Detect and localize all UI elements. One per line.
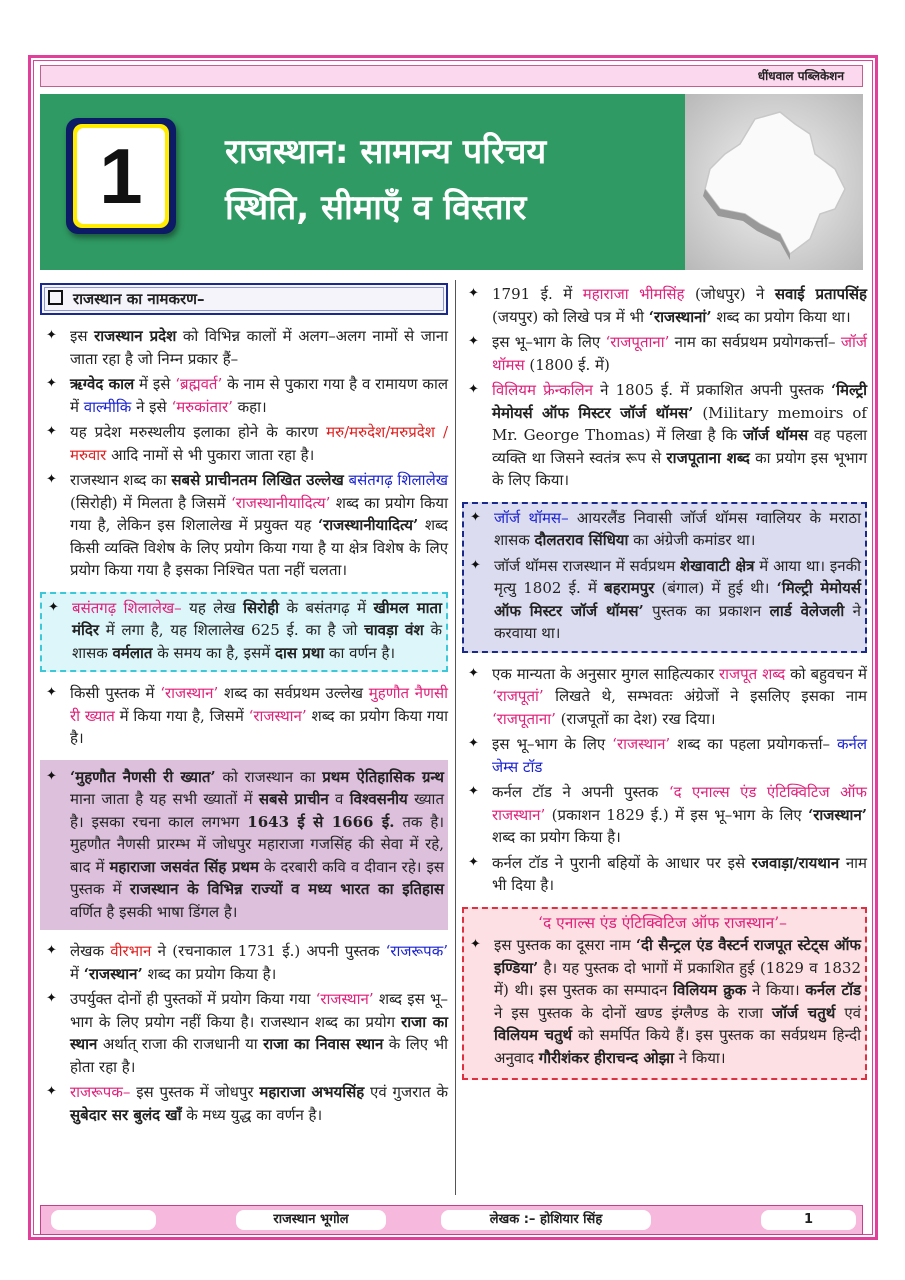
footer-book-title: राजस्थान भूगोल [236, 1210, 386, 1230]
text-segment: को राजस्थान का [215, 767, 323, 786]
star-bullet-icon: ✦ [468, 854, 479, 870]
highlighted-term: मुहणौत नैणसी री ख्यात [70, 684, 449, 725]
highlight-box-pink [462, 907, 867, 1081]
highlighted-term: ‘ब्रह्मवर्त’ [175, 375, 223, 393]
highlighted-term: विलियम चतुर्थ [494, 1026, 573, 1044]
bullet-list [462, 663, 867, 897]
section-heading [40, 283, 448, 315]
highlighted-term: खीमल माता मंदिर [72, 598, 442, 639]
box-title: ‘द एनाल्स एंड एंटिक्विटिज ऑफ राजस्थान’– [538, 913, 787, 932]
highlighted-term: राजा का निवास स्थान [263, 1035, 384, 1053]
star-bullet-icon: ✦ [46, 1084, 57, 1099]
text-segment: में लगा है, यह शिलालेख 625 ई. का है जो [98, 621, 365, 639]
highlighted-term: वर्मलात [112, 643, 153, 662]
highlighted-term: राजस्थान प्रदेश [94, 327, 177, 345]
text-segment: (Military memoirs of Mr. George Thomas) में लिखा है कि [492, 403, 867, 444]
text-segment: (सिरोही) में मिलता है जिसमें [70, 493, 231, 512]
highlighted-term: जॉर्ज चतुर्थ [772, 1003, 836, 1022]
text-segment: इस भू–भाग के लिए [492, 333, 606, 351]
left-column [40, 283, 448, 1136]
star-bullet-icon: ✦ [470, 557, 481, 573]
highlighted-term: ‘राजस्थानां’ [648, 307, 712, 326]
chapter-banner [40, 94, 863, 270]
text-segment: ने करवाया था। [494, 601, 861, 642]
chapter-title-line1: राजस्थान: सामान्य परिचय [225, 132, 547, 172]
highlighted-term: दौलतराव सिंधिया [534, 531, 629, 549]
star-bullet-icon: ✦ [468, 665, 479, 681]
text-segment: नाम भी दिया है। [492, 853, 867, 894]
highlighted-term: विलियम क्रुक [673, 981, 747, 999]
chapter-title [225, 124, 546, 236]
footer-blank-pill [51, 1210, 156, 1230]
rajasthan-map-icon [685, 94, 863, 270]
text-segment: इस पुस्तक में जोधपुर [130, 1083, 260, 1101]
list-item [40, 766, 444, 924]
star-bullet-icon: ✦ [46, 768, 57, 784]
highlighted-term: प्रथम ऐतिहासिक ग्रन्थ [322, 767, 444, 786]
list-item [40, 940, 448, 985]
star-bullet-icon: ✦ [470, 509, 481, 525]
text-segment: के मध्य युद्ध का वर्णन है। [181, 1105, 323, 1124]
highlighted-term: बसंतगढ़ शिलालेख– [72, 598, 182, 617]
highlighted-term: ‘राजपूताना’ [492, 709, 556, 728]
list-item [40, 469, 448, 582]
highlighted-term: ‘राजरूपक’ [385, 942, 448, 960]
star-bullet-icon: ✦ [470, 937, 481, 952]
text-segment: शब्द का पहला प्रयोगकर्त्ता– [670, 735, 837, 753]
star-bullet-icon: ✦ [46, 685, 57, 700]
page-footer [40, 1205, 863, 1235]
list-item [464, 555, 861, 645]
text-segment: व [328, 790, 350, 808]
text-segment: के बसंतगढ़ में [279, 598, 374, 617]
text-segment: जॉर्ज थॉमस राजस्थान में सर्वप्रथम [494, 556, 681, 575]
bullet-list [462, 283, 867, 492]
text-segment: में [70, 964, 84, 983]
highlighted-term: जॉर्ज थॉमस [743, 426, 809, 444]
highlighted-term: जॉर्ज थॉमस [492, 333, 867, 374]
text-segment: किसी पुस्तक में [70, 684, 161, 702]
highlighted-term: रजवाड़ा/रायथान [751, 853, 840, 872]
text-segment: तक है। मुहणौत नैणसी प्रारम्भ में जोधपुर महाराजा गजसिंह की सेवा में रहे, बाद में [70, 812, 445, 876]
text-segment: ख्यात है। इसका रचना काल लगभग [70, 790, 444, 831]
text-segment: शब्द इस भू–भाग के लिए प्रयोग नहीं किया है। राजस्थान शब्द का प्रयोग [70, 990, 449, 1031]
text-segment: को बहुवचन में [785, 664, 868, 683]
highlighted-term: महाराजा भीमसिंह [582, 285, 685, 303]
star-bullet-icon: ✦ [48, 599, 59, 615]
highlighted-term: विलियम फ्रेन्कलिन [492, 381, 593, 399]
text-segment: शब्द का प्रयोग किया गया है, लेकिन इस शिलालेख में प्रयुक्त यह [70, 493, 448, 534]
text-segment: ने किया। [673, 1048, 726, 1067]
text-segment: (राजपूतों का देश) रख दिया। [555, 709, 716, 728]
text-segment: आयरलैंड निवासी जॉर्ज थॉमस ग्वालियर के मराठा शासक [494, 508, 861, 549]
star-bullet-icon: ✦ [468, 784, 479, 799]
highlighted-term: सबसे प्राचीनतम लिखित उल्लेख [171, 471, 344, 489]
star-bullet-icon: ✦ [46, 424, 57, 439]
text-segment: कर्नल टॉड ने पुरानी बहियों के आधार पर इसे [492, 853, 752, 872]
highlighted-term: कर्नल टॉड [805, 981, 861, 999]
star-bullet-icon: ✦ [46, 943, 57, 958]
text-segment: नाम का सर्वप्रथम प्रयोगकर्त्ता– [669, 333, 841, 351]
list-item [40, 373, 448, 418]
chapter-title-line2: स्थिति, सीमाएँ व विस्तार [225, 188, 527, 228]
text-segment: एक मान्यता के अनुसार मुगल साहित्यकार [492, 664, 720, 683]
text-segment: का अंग्रेजी कमांडर था। [628, 531, 756, 549]
highlighted-term: ‘द एनाल्स एंड एंटिक्विटिज ऑफ राजस्थान’ [492, 783, 867, 824]
highlighted-term: राजपूत शब्द [719, 664, 786, 683]
list-item [462, 781, 867, 849]
text-segment: वह पहला व्यक्ति था जिसने स्वतंत्र रूप से [492, 426, 868, 467]
highlighted-term: महाराजा जसवंत सिंह प्रथम [109, 857, 259, 876]
highlighted-term: सुबेदार सर बुलंद खाँ [70, 1105, 182, 1124]
text-segment: आदि नामों से भी पुकारा जाता रहा है। [106, 445, 315, 464]
list-item [464, 934, 861, 1069]
list-item [42, 597, 442, 665]
bullet-list [40, 940, 448, 1126]
list-item [462, 283, 867, 328]
text-segment: (1800 ई. में) [524, 355, 610, 374]
text-segment: शब्द का प्रयोग किया गया है। [70, 706, 448, 747]
text-segment: शब्द का प्रयोग किया था। [711, 307, 851, 326]
text-segment: राजस्थान शब्द का [70, 471, 172, 489]
text-segment: को समर्पित किये हैं। इस पुस्तक का सर्वप्रथम हिन्दी अनुवाद [494, 1026, 861, 1067]
highlighted-term: ‘दी सैन्ट्रल एंड वैस्टर्न राजपूत स्टेट्स ऑफ इण्डिया’ [494, 936, 861, 977]
text-segment: (प्रकाशन 1829 ई.) में इस भू–भाग के लिए [545, 805, 809, 824]
text-segment: ने इस पुस्तक के दोनों खण्ड इंग्लैण्ड के राजा [494, 1003, 773, 1022]
highlighted-term: ‘राजस्थान’ [248, 706, 307, 725]
highlighted-term: ‘राजस्थान’ [315, 990, 374, 1008]
list-item [462, 379, 867, 492]
text-segment: कहा। [232, 397, 267, 416]
star-bullet-icon: ✦ [46, 472, 57, 487]
text-segment: (जयपुर) को लिखे पत्र में भी [492, 307, 649, 326]
star-bullet-icon: ✦ [468, 382, 479, 397]
star-bullet-icon: ✦ [46, 991, 57, 1006]
text-segment: ने (रचनाकाल 1731 ई.) अपनी पुस्तक [151, 942, 386, 960]
highlighted-term: बहरामपुर [604, 579, 655, 597]
highlighted-term: सबसे प्राचीन [258, 790, 329, 808]
text-segment: लिखते थे, सम्भवतः अंग्रेजों ने इसलिए इसका नाम [543, 687, 867, 705]
text-segment: उपर्युक्त दोनों ही पुस्तकों में प्रयोग किया गया [70, 990, 316, 1008]
star-bullet-icon: ✦ [46, 328, 57, 343]
highlight-box-purple [40, 760, 448, 931]
highlighted-term: ‘राजस्थानीयादित्य’ [230, 493, 331, 512]
star-bullet-icon: ✦ [468, 736, 479, 751]
text-segment: कर्नल टॉड ने अपनी पुस्तक [492, 783, 669, 801]
highlighted-term: ‘मिल्ट्री मेमोयर्स ऑफ मिस्टर जॉर्ज थॉमस’ [494, 579, 861, 620]
highlighted-term: राजरूपक– [70, 1083, 131, 1101]
highlighted-term: वाल्मीकि [83, 397, 132, 416]
star-bullet-icon: ✦ [468, 286, 479, 301]
highlighted-term: ‘राजस्थान’ [808, 805, 867, 824]
text-segment: (बंगाल) में हुई थी। [654, 579, 777, 597]
highlighted-term: बसंतगढ़ शिलालेख [348, 471, 449, 489]
text-segment: यह लेख [181, 598, 244, 617]
text-segment: शब्द का सर्वप्रथम उल्लेख [218, 684, 369, 702]
text-segment: के शासक [72, 621, 442, 662]
highlighted-term: राजा का स्थान [70, 1012, 449, 1053]
text-segment: के नाम से पुकारा गया है व रामायण काल में [70, 375, 449, 416]
list-item [462, 331, 867, 376]
highlighted-term: दास प्रथा [275, 643, 325, 662]
text-segment: लेखक [70, 942, 111, 960]
text-segment: (जोधपुर) ने [684, 285, 775, 303]
text-segment: अर्थात् राजा की राजधानी या [97, 1035, 264, 1053]
text-segment: में किया गया है, जिसमें [114, 706, 249, 725]
text-segment: का वर्णन है। [324, 643, 396, 662]
text-segment: है। यह पुस्तक दो भागों में प्रकाशित हुई (1829 व 1832 में) थी। इस पुस्तक का सम्पादन [494, 958, 861, 999]
text-segment: शब्द का प्रयोग किया है। [142, 964, 277, 983]
text-segment: शब्द किसी व्यक्ति विशेष के लिए प्रयोग किया गया है या क्षेत्र विशेष के लिए प्रयोग किया गया है इसका निश्चित पता नहीं चलता। [70, 516, 448, 579]
right-column [462, 283, 867, 1090]
highlighted-term: राजपूताना शब्द [666, 448, 750, 467]
highlight-box-cyan [40, 592, 448, 673]
text-segment: में आया था। इनकी मृत्यु 1802 ई. में [494, 556, 861, 597]
text-segment: इस भू–भाग के लिए [492, 735, 613, 753]
text-segment: ने इसे [131, 397, 172, 416]
text-segment: के लिए भी होता रहा है। [70, 1035, 448, 1076]
text-segment: इस [70, 327, 95, 345]
highlighted-term: लार्ड वेलेजली [769, 601, 845, 620]
bullet-list [40, 325, 448, 582]
text-segment: ने किया। [746, 981, 806, 999]
publisher-bar [40, 65, 863, 87]
list-item [464, 507, 861, 552]
highlighted-term: चावड़ा वंश [364, 621, 424, 639]
text-segment: 1791 ई. में [492, 285, 583, 303]
highlighted-term: ‘मरुकांतार’ [171, 397, 233, 416]
highlighted-term: गौरीशंकर हीराचन्द ओझा [538, 1048, 674, 1067]
highlighted-term: ‘मुहणौत नैणसी री ख्यात’ [70, 767, 216, 786]
highlighted-term: कर्नल जेम्स टॉड [492, 735, 867, 776]
text-segment: ने 1805 ई. में प्रकाशित अपनी पुस्तक [593, 381, 831, 399]
text-segment: वर्णित है इसकी भाषा डिंगल है। [70, 902, 238, 921]
chapter-number-badge [66, 118, 176, 234]
text-segment: इस पुस्तक का दूसरा नाम [494, 936, 636, 954]
text-segment: के समय का है, इसमें [152, 643, 275, 662]
checkbox-square-icon [48, 290, 63, 305]
highlighted-term: विश्वसनीय [349, 790, 408, 808]
highlighted-term: ‘राजस्थानीयादित्य’ [317, 516, 419, 534]
list-item [40, 988, 448, 1078]
text-segment: को विभिन्न कालों में अलग–अलग नामों से जाना जाता रहा है जो निम्न प्रकार हैं– [70, 327, 448, 368]
list-item [462, 852, 867, 897]
star-bullet-icon: ✦ [46, 376, 57, 391]
chapter-number: 1 [77, 128, 165, 224]
publisher-name: धींधवाल पब्लिकेशन [757, 69, 844, 83]
highlighted-term: राजस्थान के विभिन्न राज्यों व मध्य भारत का इतिहास [129, 880, 444, 898]
highlighted-term: सिरोही [243, 598, 280, 617]
text-segment: का प्रयोग इस भूभाग के लिए किया। [492, 448, 868, 489]
text-segment: शब्द का प्रयोग किया है। [492, 828, 621, 846]
text-segment: यह प्रदेश मरुस्थलीय इलाका होने के कारण [70, 423, 327, 441]
highlighted-term: सवाई प्रतापसिंह [774, 285, 867, 303]
highlighted-term: ‘राजपूताना’ [605, 333, 670, 351]
section-heading-text: राजस्थान का नामकरण– [73, 290, 205, 308]
highlighted-term: मरु/मरुदेश/मरुप्रदेश /मरुवार [70, 423, 448, 464]
highlighted-term: ‘राजस्थान’ [83, 964, 143, 983]
list-item [40, 682, 448, 750]
star-bullet-icon: ✦ [468, 334, 479, 349]
column-divider [455, 280, 456, 1195]
text-segment: पुस्तक का प्रकाशन [643, 601, 770, 620]
highlighted-term: जॉर्ज थॉमस– [494, 508, 569, 527]
highlight-box-blue [462, 502, 867, 653]
text-segment: माना जाता है यह सभी ख्यातों में [70, 790, 259, 808]
highlighted-term: ऋग्वेद काल [70, 375, 135, 393]
page-number: 1 [761, 1210, 856, 1230]
text-segment: एवं गुजरात के [364, 1083, 448, 1101]
highlighted-term: ‘राजस्थान’ [160, 684, 219, 702]
highlighted-term: शेखावाटी क्षेत्र [680, 556, 755, 575]
highlighted-term: वीरभान [110, 942, 152, 960]
list-item [40, 325, 448, 370]
highlighted-term: ‘राजस्थान’ [612, 735, 671, 753]
footer-author: लेखक :– होशियार सिंह [441, 1210, 651, 1230]
highlighted-term: 1643 ई से 1666 ई. [247, 812, 395, 831]
list-item [462, 733, 867, 778]
bullet-list [40, 682, 448, 750]
highlighted-term: ‘मिल्ट्री मेमोयर्स ऑफ मिस्टर जॉर्ज थॉमस’ [492, 381, 867, 422]
text-segment: एवं [835, 1003, 861, 1022]
list-item [40, 1081, 448, 1126]
text-segment: में इसे [134, 375, 176, 393]
highlighted-term: महाराजा अभयसिंह [259, 1083, 365, 1101]
text-segment: के दरबारी कवि व दीवान रहे। इस पुस्तक में [70, 857, 444, 898]
list-item [462, 663, 867, 731]
list-item [40, 421, 448, 466]
highlighted-term: ‘राजपूतां’ [492, 687, 544, 705]
